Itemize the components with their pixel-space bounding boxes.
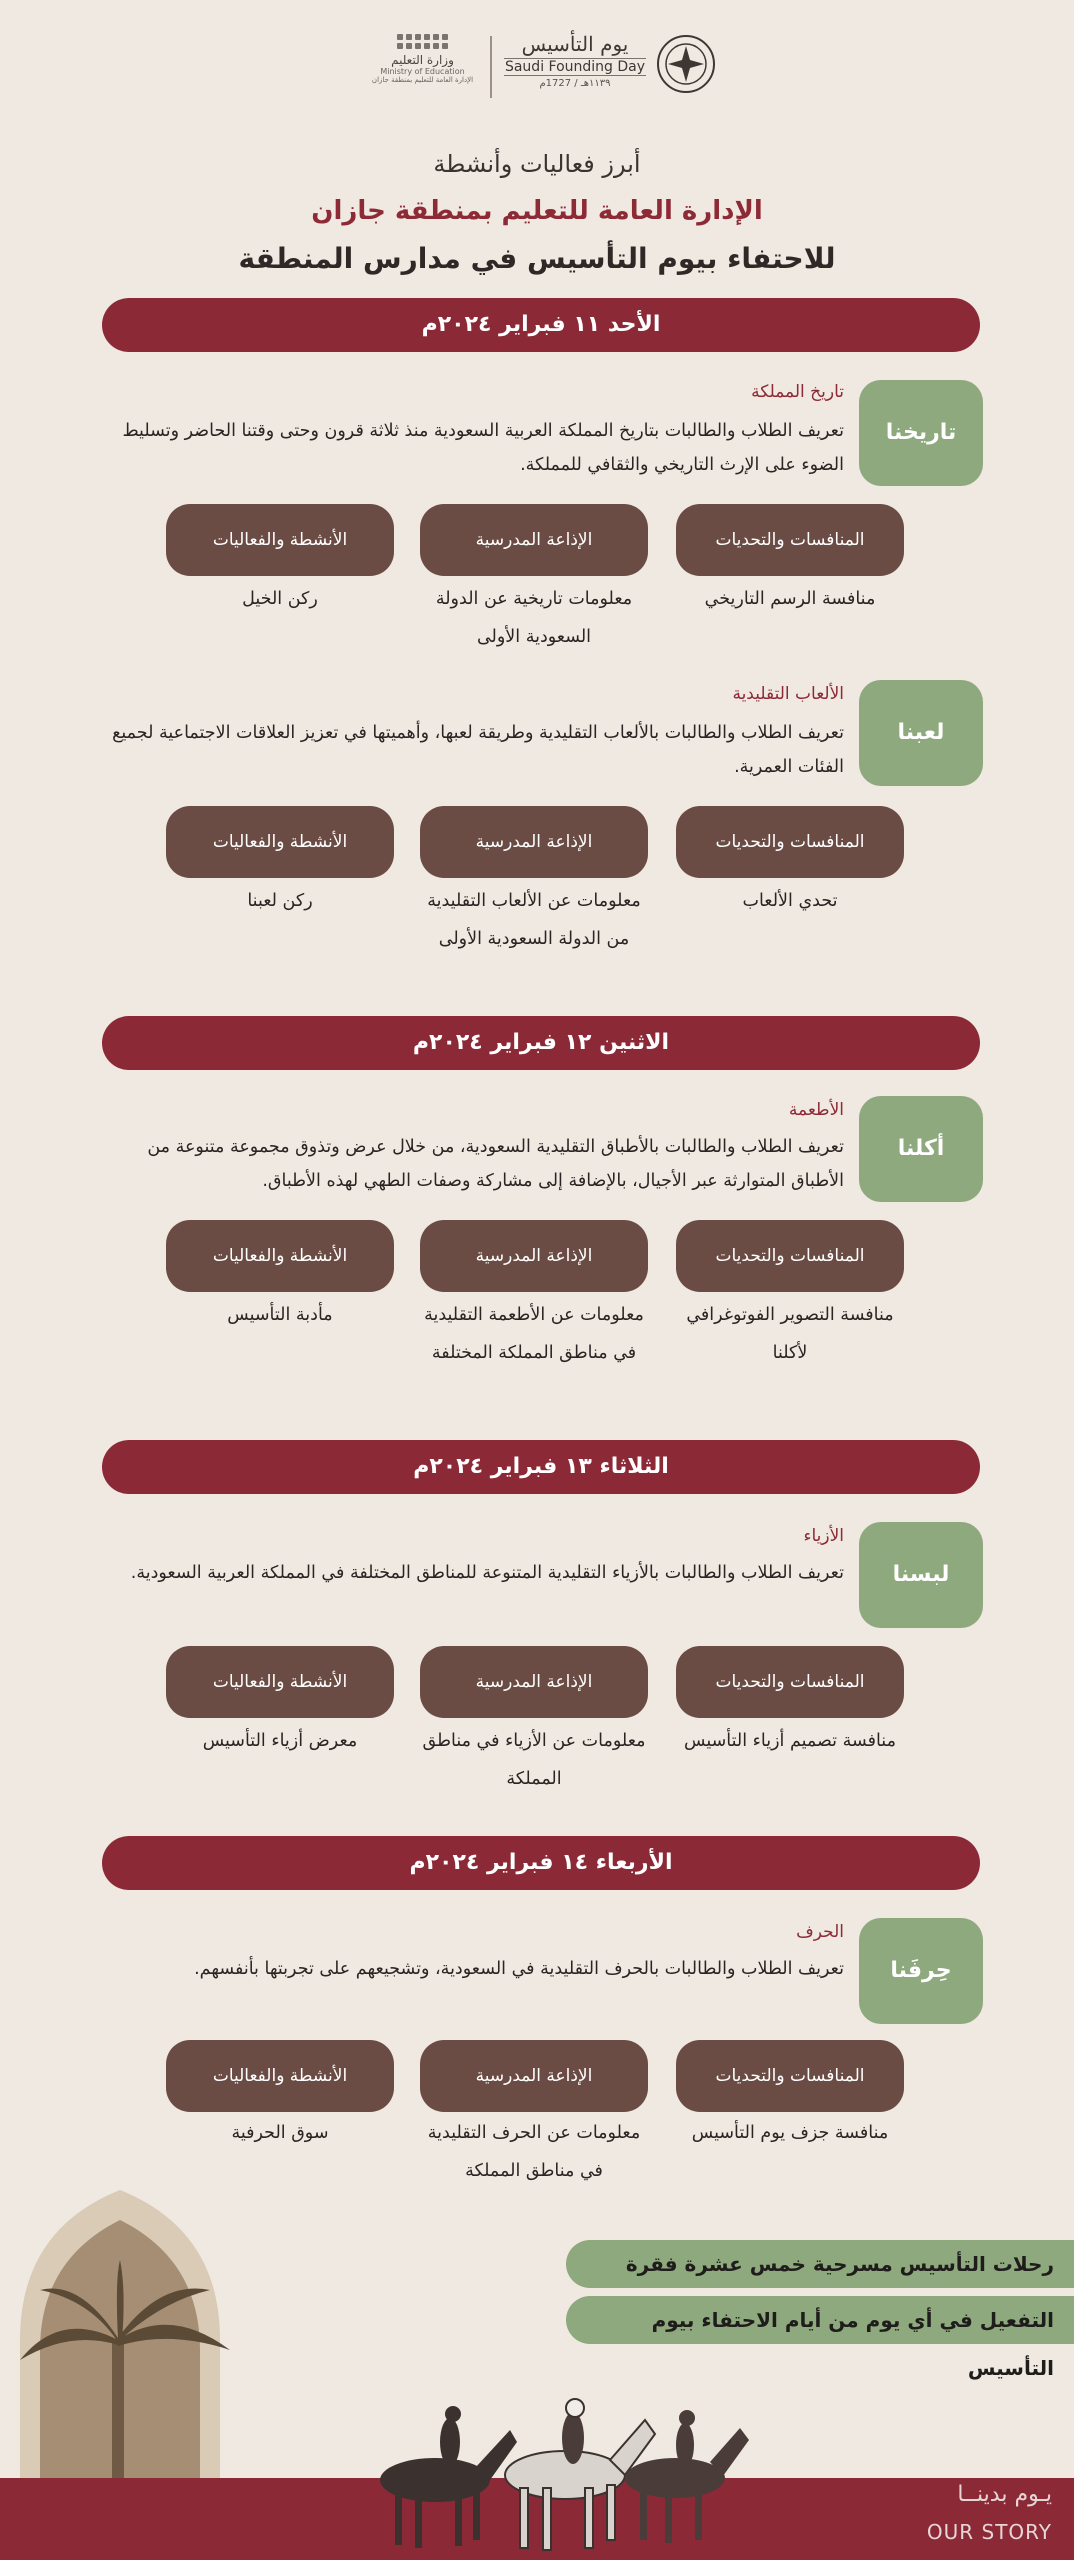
theme-badge: لبسنا [859, 1522, 983, 1628]
title-line-3: للاحتفاء بيوم التأسيس في مدارس المنطقة [238, 242, 836, 275]
horse-riders-illustration [345, 2350, 765, 2560]
moe-name-ar: وزارة التعليم [391, 53, 454, 67]
theme-badge: أكلنا [859, 1096, 983, 1202]
date-bar-day-4: الأربعاء ١٤ فبراير ٢٠٢٤م [102, 1836, 980, 1890]
column-header-competitions: المنافسات والتحديات [676, 806, 904, 878]
column-header-activities: الأنشطة والفعاليات [166, 2040, 394, 2112]
founding-day-en: Saudi Founding Day [504, 59, 646, 75]
logo-divider [490, 36, 492, 98]
activity-item: مأدبة التأسيس [227, 1305, 333, 1325]
radio-item: معلومات عن الألعاب التقليدية من الدولة السعودية الأولى [427, 891, 641, 949]
moe-dots-icon [360, 34, 485, 49]
radio-item: معلومات عن الأطعمة التقليدية في مناطق المملكة المختلفة [424, 1305, 644, 1363]
title-line-2: الإدارة العامة للتعليم بمنطقة جازان [311, 196, 763, 226]
date-bar-day-3: الثلاثاء ١٣ فبراير ٢٠٢٤م [102, 1440, 980, 1494]
theme-description: تعريف الطلاب والطالبات بالأزياء التقليدية المتنوعة للمناطق المختلفة في المملكة العربية السعودية. [130, 1563, 844, 1583]
radio-item: معلومات تاريخية عن الدولة السعودية الأولى [435, 589, 633, 647]
theme-label: الألعاب التقليدية [732, 684, 844, 704]
date-bar-day-2: الاثنين ١٢ فبراير ٢٠٢٤م [102, 1016, 980, 1070]
theme-label: الحرف [796, 1922, 844, 1942]
column-header-radio: الإذاعة المدرسية [420, 2040, 648, 2112]
moe-logo [360, 34, 485, 104]
theme-description: تعريف الطلاب والطالبات بالأطباق التقليدية السعودية، من خلال عرض وتذوق مجموعة متنوعة من الأطباق المتوارثة عبر الأجيال، بالإضافة إلى مشاركة وصفات الطهي لهذه الأطباق. [147, 1137, 844, 1191]
header-logos [360, 28, 720, 108]
column-header-radio: الإذاعة المدرسية [420, 806, 648, 878]
theme-label: الأطعمة [788, 1100, 844, 1120]
competition-item: منافسة تصميم أزياء التأسيس [684, 1731, 896, 1751]
radio-item: معلومات عن الحرف التقليدية في مناطق المملكة [427, 2123, 641, 2181]
column-header-activities: الأنشطة والفعاليات [166, 504, 394, 576]
column-header-activities: الأنشطة والفعاليات [166, 1646, 394, 1718]
column-header-activities: الأنشطة والفعاليات [166, 806, 394, 878]
theme-badge: تاريخنا [859, 380, 983, 486]
theme-description: تعريف الطلاب والطالبات بالحرف التقليدية في السعودية، وتشجيعهم على تجربتها بأنفسهم. [194, 1959, 844, 1979]
founding-day-date: ١١٣٩هـ / 1727م [539, 78, 611, 89]
activity-item: سوق الحرفية [231, 2123, 329, 2143]
theme-description: تعريف الطلاب والطالبات بالألعاب التقليدية وطريقة لعبها، وأهميتها في تعزيز العلاقات الاجتماعية لجميع الفئات العمرية. [112, 723, 844, 777]
competition-item: تحدي الألعاب [742, 891, 838, 911]
theme-label: الأزياء [803, 1526, 844, 1546]
date-bar-day-1: الأحد ١١ فبراير ٢٠٢٤م [102, 298, 980, 352]
moe-name-en: Ministry of Education [380, 67, 465, 76]
theme-label: تاريخ المملكة [751, 382, 844, 402]
column-header-competitions: المنافسات والتحديات [676, 504, 904, 576]
theme-description: تعريف الطلاب والطالبات بتاريخ المملكة العربية السعودية منذ ثلاثة قرون وحتى وقتنا الحاضر وتسليط الضوء على الإرث التاريخي والثقافي للمملكة. [122, 421, 844, 475]
column-header-competitions: المنافسات والتحديات [676, 2040, 904, 2112]
competition-item: منافسة الرسم التاريخي [704, 589, 876, 609]
theme-badge: لعبنا [859, 680, 983, 786]
column-header-radio: الإذاعة المدرسية [420, 1220, 648, 1292]
moe-sub: الإدارة العامة للتعليم بمنطقة جازان [371, 76, 474, 84]
radio-item: معلومات عن الأزياء في مناطق المملكة [422, 1731, 646, 1789]
note-banner-2: التفعيل في أي يوم من أيام الاحتفاء بيوم التأسيس [566, 2296, 1074, 2344]
column-header-radio: الإذاعة المدرسية [420, 1646, 648, 1718]
founding-emblem-icon [654, 32, 718, 96]
column-header-competitions: المنافسات والتحديات [676, 1220, 904, 1292]
activity-item: ركن لعبنا [247, 891, 313, 911]
theme-badge: حِرفَنا [859, 1918, 983, 2024]
note-banner-1: رحلات التأسيس مسرحية خمس عشرة فقرة [566, 2240, 1074, 2288]
founding-day-logo [500, 32, 650, 104]
column-header-competitions: المنافسات والتحديات [676, 1646, 904, 1718]
title-line-1: أبرز فعاليات وأنشطة [433, 150, 641, 178]
competition-item: منافسة التصوير الفوتوغرافي لأكلنا [686, 1305, 894, 1363]
brand-en: OUR STORY [926, 2520, 1052, 2544]
activity-item: معرض أزياء التأسيس [202, 1731, 358, 1751]
competition-item: منافسة جزف يوم التأسيس [691, 2123, 889, 2143]
founding-day-ar: يوم التأسيس [521, 32, 629, 56]
column-header-radio: الإذاعة المدرسية [420, 504, 648, 576]
activity-item: ركن الخيل [242, 589, 318, 609]
column-header-activities: الأنشطة والفعاليات [166, 1220, 394, 1292]
brand-ar: يـوم بدينــا [957, 2482, 1052, 2507]
